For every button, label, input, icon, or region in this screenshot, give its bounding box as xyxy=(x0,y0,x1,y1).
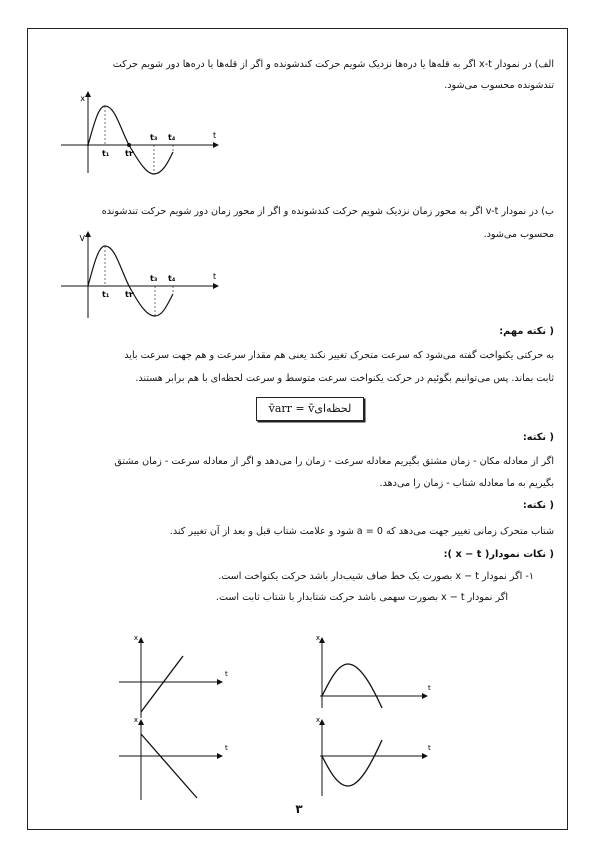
graph2-ylabel: V xyxy=(79,234,85,243)
small-graph-3-ylabel: x xyxy=(133,716,138,724)
note-4-heading: ( نکات نمودار( x − t ): xyxy=(443,549,554,560)
section-b-line-2: محسوب می‌شود. xyxy=(483,229,554,240)
small-graph-2-xlabel: t xyxy=(428,684,431,692)
graph2-t4: t₄ xyxy=(168,274,176,283)
page-number: ۳ xyxy=(295,802,303,816)
small-graph-4-xlabel: t xyxy=(428,744,431,752)
formula-box: v̄arr = v̄لحظه‌ای xyxy=(256,397,364,421)
small-graph-2-ylabel: x xyxy=(315,634,320,642)
graph2-xlabel: t xyxy=(213,272,217,281)
graph2-t3: t₃ xyxy=(150,274,158,283)
graph1-t2: t۲ xyxy=(125,149,134,158)
note-3-line-1: شتاب متحرک زمانی تغییر جهت می‌دهد که a = 0 شود و علامت شتاب قبل و بعد از آن تغییر کند. xyxy=(169,526,554,537)
graph1-t1: t₁ xyxy=(102,149,110,158)
small-graph-1-xlabel: t xyxy=(225,670,228,678)
graph-x-t xyxy=(55,88,225,178)
note-2-line-2: بگیریم به ما معادله شتاب - زمان را می‌دهد. xyxy=(379,478,554,489)
graph1-t3: t₃ xyxy=(150,133,158,142)
graph-parabola-up xyxy=(310,712,440,802)
small-graph-3-xlabel: t xyxy=(225,744,228,752)
note-important-line-1: به حرکتی یکنواخت گفته می‌شود که سرعت متحرک تغییر نکند یعنی هم مقدار سرعت و هم جهت سرعت باید xyxy=(124,350,554,361)
note-2-heading: ( نکته: xyxy=(522,432,554,443)
graph2-t2: t۲ xyxy=(125,290,134,299)
note-important-line-2: ثابت بماند. پس می‌توانیم بگوئیم در حرکت یکنواخت سرعت متوسط و سرعت لحظه‌ای با هم برابر هستند. xyxy=(135,373,554,384)
note-4-line-1: ۱- اگر نمودار x − t بصورت یک خط صاف شیب‌دار باشد حرکت یکنواخت است. xyxy=(218,571,534,582)
note-important-heading: ( نکته مهم: xyxy=(499,326,554,337)
section-b-line-1: ب) در نمودار v-t اگر به محور زمان نزدیک شویم حرکت کندشونده و اگر از محور زمان دور شویم حرکت تندشونده xyxy=(101,206,554,217)
graph-parabola-down xyxy=(310,630,440,720)
note-3-heading: ( نکته: xyxy=(522,500,554,511)
small-graph-1-ylabel: x xyxy=(133,634,138,642)
graph-linear-increasing xyxy=(115,630,235,720)
section-a-line-2: تندشونده محسوب می‌شود. xyxy=(444,80,554,91)
graph-linear-decreasing xyxy=(115,712,235,802)
graph-v-t xyxy=(55,228,225,323)
graph2-t1: t₁ xyxy=(102,290,110,299)
graph1-t4: t₄ xyxy=(168,133,176,142)
note-4-line-2: اگر نمودار x − t بصورت سهمی باشد حرکت شتابدار با شتاب ثابت است. xyxy=(215,592,508,603)
section-a-line-1: الف) در نمودار x-t اگر به قله‌ها یا دره‌ها نزدیک شویم حرکت کندشونده و اگر از قله‌ها یا دره‌ها دور شویم حرکت xyxy=(112,59,554,70)
graph1-ylabel: x xyxy=(80,94,85,103)
graph1-xlabel: t xyxy=(213,131,217,140)
note-2-line-1: اگر از معادله مکان - زمان مشتق بگیریم معادله سرعت - زمان را می‌دهد و اگر از معادله سرعت - زمان مشتق xyxy=(114,456,554,467)
small-graph-4-ylabel: x xyxy=(315,716,320,724)
